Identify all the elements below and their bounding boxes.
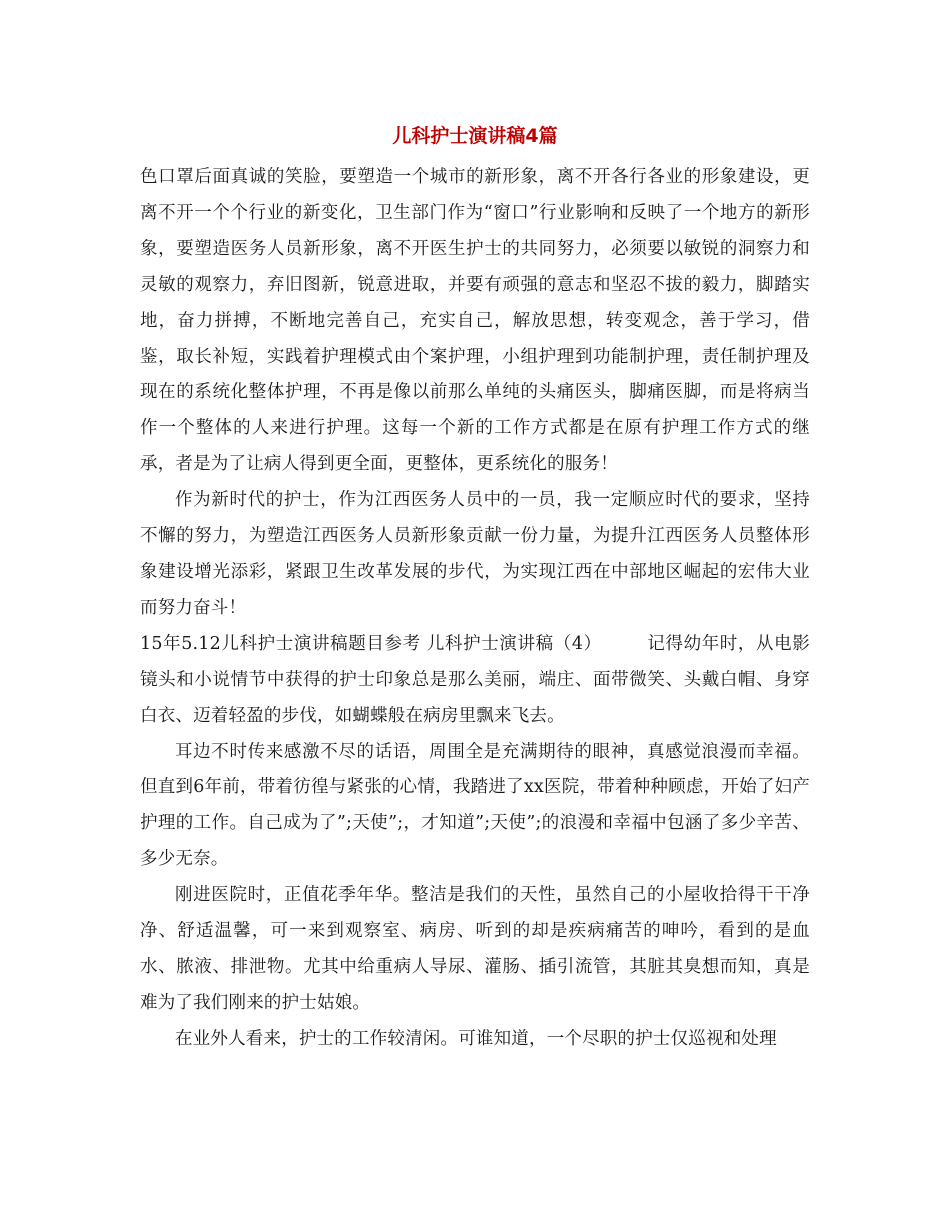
paragraph-5: 刚进医院时，正值花季年华。整洁是我们的天性，虽然自己的小屋收拾得干干净净、舒适温馨，可一来到观察室、病房、听到的却是疾病痛苦的呻吟，看到的是血水、脓液、排泄物。尤其中给重病人导尿、灌肠、插引流管，其脏其臭想而知，真是难为了我们刚来的护士姑娘。	[140, 885, 810, 1013]
document-title: 儿科护士演讲稿4篇	[392, 125, 558, 147]
paragraph-6: 在业外人看来，护士的工作较清闲。可谁知道，一个尽职的护士仅巡视和处理	[175, 1028, 777, 1049]
paragraph-4: 耳边不时传来感激不尽的话语，周围全是充满期待的眼神，真感觉浪漫而幸福。但直到6年前，带着彷徨与紧张的心情，我踏进了xx医院，带着种种顾虑，开始了妇产护理的工作。自己成为了”;天使”;，才知道”;天使”;的浪漫和幸福中包涵了多少辛苦、多少无奈。	[140, 741, 810, 870]
paragraph-3: 15年5.12儿科护士演讲稿题目参考 儿科护士演讲稿（4） 记得幼年时，从电影镜头和小说情节中获得的护士印象总是那么美丽，端庄、面带微笑、头戴白帽、身穿白衣、迈着轻盈的步伐，如蝴蝶般在病房里飘来飞去。	[140, 633, 810, 726]
paragraph-2: 作为新时代的护士，作为江西医务人员中的一员，我一定顺应时代的要求，坚持不懈的努力，为塑造江西医务人员新形象贡献一份力量，为提升江西医务人员整体形象建设增光添彩，紧跟卫生改革发展的步代，为实现江西在中部地区崛起的宏伟大业而努力奋斗！	[140, 490, 810, 618]
paragraph-1: 色口罩后面真诚的笑脸，要塑造一个城市的新形象，离不开各行各业的形象建设，更离不开一个个行业的新变化，卫生部门作为“窗口”行业影响和反映了一个地方的新形象，要塑造医务人员新形象，离不开医生护士的共同努力，必须要以敏锐的洞察力和灵敏的观察力，弃旧图新，锐意进取，并要有顽强的意志和坚忍不拔的毅力，脚踏实地，奋力拼搏，不断地完善自己，充实自己，解放思想，转变观念，善于学习，借鉴，取长补短，实践着护理模式由个案护理，小组护理到功能制护理，责任制护理及现在的系统化整体护理，不再是像以前那么单纯的头痛医头，脚痛医脚，而是将病当作一个整体的人来进行护理。这每一个新的工作方式都是在原有护理工作方式的继承，者是为了让病人得到更全面，更整体，更系统化的服务！	[140, 167, 810, 475]
document-body	[140, 160, 810, 1058]
